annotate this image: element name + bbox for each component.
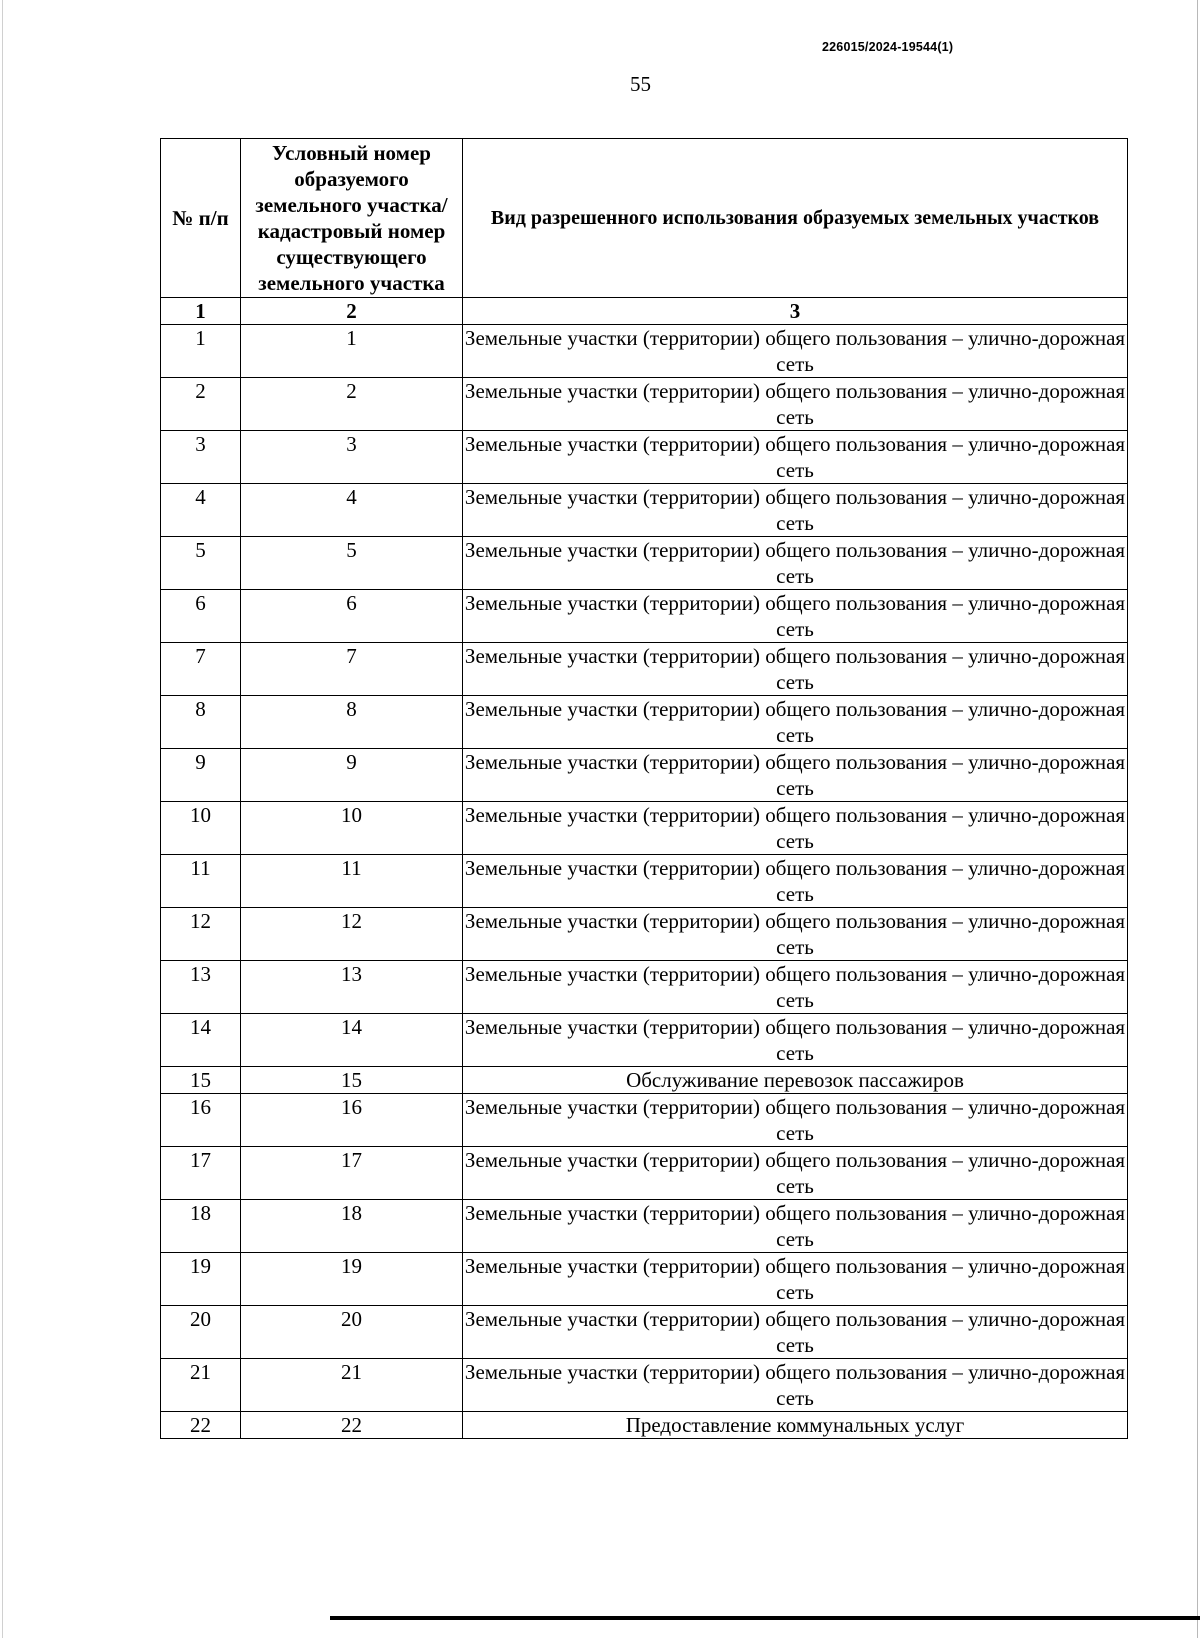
table-row [161, 749, 1128, 802]
plot-number-cell: 14 [241, 1014, 463, 1067]
scan-edge-right [1197, 0, 1198, 1638]
land-plots-table [160, 138, 1128, 1439]
plot-number-cell: 19 [241, 1253, 463, 1306]
table-row [161, 1412, 1128, 1439]
permitted-use-cell: Земельные участки (территории) общего пользования – улично-дорожная сеть [463, 484, 1128, 537]
row-number-cell: 6 [161, 590, 241, 643]
row-number-cell: 16 [161, 1094, 241, 1147]
table-row [161, 1359, 1128, 1412]
row-number-cell: 18 [161, 1200, 241, 1253]
plot-number-cell: 17 [241, 1147, 463, 1200]
table-row [161, 1147, 1128, 1200]
scan-edge-left [2, 0, 3, 1638]
plot-number-cell: 11 [241, 855, 463, 908]
scan-edge-bottom [330, 1616, 1200, 1620]
table-row [161, 537, 1128, 590]
permitted-use-cell: Земельные участки (территории) общего пользования – улично-дорожная сеть [463, 961, 1128, 1014]
column-number-1: 1 [161, 298, 241, 325]
row-number-cell: 19 [161, 1253, 241, 1306]
row-number-cell: 15 [161, 1067, 241, 1094]
permitted-use-cell: Земельные участки (территории) общего пользования – улично-дорожная сеть [463, 325, 1128, 378]
table-body [161, 325, 1128, 1439]
table-row [161, 696, 1128, 749]
row-number-cell: 12 [161, 908, 241, 961]
column-number-3: 3 [463, 298, 1128, 325]
row-number-cell: 7 [161, 643, 241, 696]
table-row [161, 908, 1128, 961]
row-number-cell: 2 [161, 378, 241, 431]
plot-number-cell: 9 [241, 749, 463, 802]
plot-number-cell: 7 [241, 643, 463, 696]
table-row [161, 1200, 1128, 1253]
table-row [161, 1094, 1128, 1147]
permitted-use-cell: Земельные участки (территории) общего пользования – улично-дорожная сеть [463, 537, 1128, 590]
row-number-cell: 5 [161, 537, 241, 590]
plot-number-cell: 18 [241, 1200, 463, 1253]
table-row [161, 1067, 1128, 1094]
permitted-use-cell: Земельные участки (территории) общего пользования – улично-дорожная сеть [463, 590, 1128, 643]
table-row [161, 1306, 1128, 1359]
row-number-cell: 1 [161, 325, 241, 378]
plot-number-cell: 5 [241, 537, 463, 590]
column-number-2: 2 [241, 298, 463, 325]
permitted-use-cell: Предоставление коммунальных услуг [463, 1412, 1128, 1439]
row-number-cell: 14 [161, 1014, 241, 1067]
permitted-use-cell: Земельные участки (территории) общего пользования – улично-дорожная сеть [463, 1306, 1128, 1359]
table-row [161, 855, 1128, 908]
permitted-use-cell: Земельные участки (территории) общего пользования – улично-дорожная сеть [463, 1094, 1128, 1147]
permitted-use-cell: Земельные участки (территории) общего пользования – улично-дорожная сеть [463, 643, 1128, 696]
plot-number-cell: 21 [241, 1359, 463, 1412]
plot-number-cell: 13 [241, 961, 463, 1014]
plot-number-cell: 20 [241, 1306, 463, 1359]
plot-number-cell: 12 [241, 908, 463, 961]
row-number-cell: 11 [161, 855, 241, 908]
row-number-cell: 13 [161, 961, 241, 1014]
page-number: 55 [630, 72, 651, 96]
row-number-cell: 20 [161, 1306, 241, 1359]
table-row [161, 484, 1128, 537]
permitted-use-cell: Обслуживание перевозок пассажиров [463, 1067, 1128, 1094]
permitted-use-cell: Земельные участки (территории) общего пользования – улично-дорожная сеть [463, 908, 1128, 961]
table-row [161, 590, 1128, 643]
plot-number-cell: 16 [241, 1094, 463, 1147]
header-permitted-use: Вид разрешенного использования образуемых земельных участков [463, 139, 1128, 298]
plot-number-cell: 15 [241, 1067, 463, 1094]
row-number-cell: 10 [161, 802, 241, 855]
plot-number-cell: 6 [241, 590, 463, 643]
permitted-use-cell: Земельные участки (территории) общего пользования – улично-дорожная сеть [463, 802, 1128, 855]
header-plot-number: Условный номер образуемого земельного участка/ кадастровый номер существующего земельного участка [241, 139, 463, 298]
table-row [161, 802, 1128, 855]
plot-number-cell: 2 [241, 378, 463, 431]
permitted-use-cell: Земельные участки (территории) общего пользования – улично-дорожная сеть [463, 1359, 1128, 1412]
row-number-cell: 22 [161, 1412, 241, 1439]
permitted-use-cell: Земельные участки (территории) общего пользования – улично-дорожная сеть [463, 1147, 1128, 1200]
table-row [161, 378, 1128, 431]
plot-number-cell: 8 [241, 696, 463, 749]
row-number-cell: 17 [161, 1147, 241, 1200]
row-number-cell: 9 [161, 749, 241, 802]
header-number: № п/п [161, 139, 241, 298]
permitted-use-cell: Земельные участки (территории) общего пользования – улично-дорожная сеть [463, 1253, 1128, 1306]
table-row [161, 431, 1128, 484]
permitted-use-cell: Земельные участки (территории) общего пользования – улично-дорожная сеть [463, 431, 1128, 484]
permitted-use-cell: Земельные участки (территории) общего пользования – улично-дорожная сеть [463, 696, 1128, 749]
permitted-use-cell: Земельные участки (территории) общего пользования – улично-дорожная сеть [463, 1014, 1128, 1067]
document-id: 226015/2024-19544(1) [822, 40, 954, 54]
plot-number-cell: 22 [241, 1412, 463, 1439]
table-row [161, 1253, 1128, 1306]
plot-number-cell: 10 [241, 802, 463, 855]
permitted-use-cell: Земельные участки (территории) общего пользования – улично-дорожная сеть [463, 855, 1128, 908]
table-header-row [161, 139, 1128, 298]
row-number-cell: 8 [161, 696, 241, 749]
table-row [161, 961, 1128, 1014]
plot-number-cell: 4 [241, 484, 463, 537]
row-number-cell: 4 [161, 484, 241, 537]
row-number-cell: 3 [161, 431, 241, 484]
plot-number-cell: 1 [241, 325, 463, 378]
table-row [161, 325, 1128, 378]
permitted-use-cell: Земельные участки (территории) общего пользования – улично-дорожная сеть [463, 749, 1128, 802]
plot-number-cell: 3 [241, 431, 463, 484]
row-number-cell: 21 [161, 1359, 241, 1412]
table-row [161, 1014, 1128, 1067]
column-numbers-row [161, 298, 1128, 325]
permitted-use-cell: Земельные участки (территории) общего пользования – улично-дорожная сеть [463, 1200, 1128, 1253]
table-row [161, 643, 1128, 696]
permitted-use-cell: Земельные участки (территории) общего пользования – улично-дорожная сеть [463, 378, 1128, 431]
